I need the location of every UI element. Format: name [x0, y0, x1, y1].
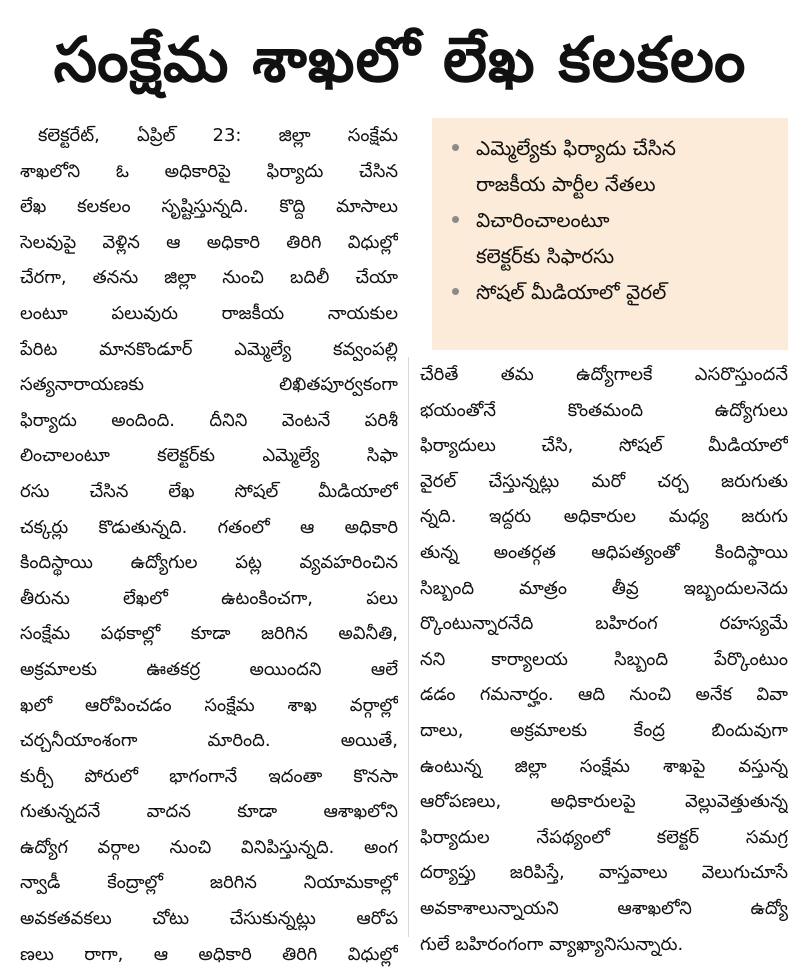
- body-line: చక్కర్లు కొడుతున్నది. గతంలో ఆ అధికారి: [20, 516, 398, 538]
- left-column: [20, 118, 398, 972]
- bullet-icon: [452, 144, 459, 151]
- highlight-line: ఎమ్మెల్యేకు ఫిర్యాదు చేసిన: [476, 136, 676, 160]
- body-line: ఆరోపణలు, అధికారులపై వెల్లువెత్తుతున్న: [420, 791, 788, 813]
- body-line: తున్న అంతర్గత ఆధిపత్యంతో కిందిస్థాయి: [420, 541, 788, 563]
- bullet-icon: [452, 288, 459, 295]
- body-line: ఫిర్యాదులు చేసి, సోషల్ మీడియాలో: [420, 435, 788, 457]
- body-line: సత్యనారాయణకు లిఖితపూర్వకంగా: [20, 374, 398, 396]
- body-line: గులే బహిరంగంగా వ్యాఖ్యానిసున్నారు.: [420, 933, 684, 955]
- body-line: లేఖ కలకలం సృష్టిస్తున్నది. కొద్ది మాసాలు: [20, 196, 398, 218]
- body-line: ర్కొంటున్నారనేది బహిరంగ రహస్యమే: [420, 613, 788, 635]
- body-line: ఫిర్యాదు అందింది. దీనిని వెంటనే పరిశీ: [20, 409, 398, 431]
- body-line: లంటూ పలువురు రాజకీయ నాయకుల: [20, 302, 398, 324]
- highlight-item: [432, 130, 788, 202]
- body-line: ఉద్యోగ వర్గాల నుంచి వినిపిస్తున్నది. అంగ: [20, 836, 398, 858]
- body-line: గుతున్నదనే వాదన కూడా ఆశాఖలోని: [20, 801, 398, 823]
- body-line: అవకతవకలు చోటు చేసుకున్నట్లు ఆరోప: [20, 908, 398, 930]
- highlight-line: విచారించాలంటూ: [476, 208, 610, 232]
- body-line: న్నది. ఇద్దరు అధికారుల మధ్య జరుగు: [420, 506, 788, 528]
- body-line: దర్యాప్తు జరిపిస్తే, వాస్తవాలు వెలుగుచూసే: [420, 862, 788, 884]
- right-column: [420, 357, 788, 962]
- column-divider: [408, 357, 409, 937]
- body-line: కుర్చీ పోరులో భాగంగానే ఇదంతా కొనసా: [20, 765, 398, 787]
- body-line: న్వాడీ కేంద్రాల్లో జరిగిన నియామకాల్లో: [20, 872, 398, 894]
- highlights-box: [432, 118, 788, 350]
- bullet-icon: [452, 216, 459, 223]
- body-line: కిందిస్థాయి ఉద్యోగుల పట్ల వ్యవహరించిన: [20, 552, 398, 574]
- body-line: ఉంటున్న జిల్లా సంక్షేమ శాఖపై వస్తున్న: [420, 755, 788, 777]
- body-line: లించాలంటూ కలెక్టర్‌కు ఎమ్మెల్యే సిఫా: [20, 445, 398, 467]
- highlights-list: [432, 118, 788, 310]
- highlight-item: [432, 202, 788, 274]
- body-line: చర్చనీయాంశంగా మారింది. అయితే,: [20, 730, 398, 752]
- body-line: చేరితే తమ ఉద్యోగాలకే ఎసరొస్తుందనే: [420, 364, 788, 385]
- headline: సంక్షేమ శాఖలో లేఖ కలకలం: [53, 23, 747, 96]
- body-line: దాలు, అక్రమాలకు కేంద్ర బిందువుగా: [420, 719, 788, 741]
- body-line: ణలు రాగా, ఆ అధికారి తిరిగి విధుల్లో: [20, 943, 398, 965]
- highlight-line: కలెక్టర్‌కు సిఫారసు: [476, 244, 615, 268]
- body-line: అవకాశాలున్నాయని ఆశాఖలోని ఉద్యో: [420, 897, 788, 919]
- body-line: డడం గమనార్హం. ఆది నుంచి అనేక వివా: [420, 684, 788, 706]
- body-line: సిబ్బంది మాత్రం తీవ్ర ఇబ్బందులనెదు: [420, 577, 788, 599]
- highlight-item: [432, 274, 788, 310]
- body-line: భయంతోనే కొంతమంది ఉద్యోగులు: [420, 399, 788, 421]
- body-line: అక్రమాలకు ఊతకర్ర అయిందని ఆలే: [20, 658, 398, 680]
- body-line: సంక్షేమ పథకాల్లో కూడా జరిగిన అవినీతి,: [20, 623, 398, 645]
- body-line: ఖలో ఆరోపించడం సంక్షేమ శాఖ వర్గాల్లో: [20, 694, 398, 716]
- body-line: ఫిర్యాదుల నేపథ్యంలో కలెక్టర్ సమగ్ర: [420, 826, 788, 848]
- body-line: చేరగా, తనను జిల్లా నుంచి బదిలీ చేయా: [20, 267, 398, 289]
- body-line: కలెక్టరేట్, ఏప్రిల్ 23: జిల్లా సంక్షేమ: [38, 125, 398, 146]
- body-line: వైరల్ చేస్తున్నట్లు మరో చర్చ జరుగుతు: [420, 470, 788, 492]
- body-line: నని కార్యాలయ సిబ్బంది పేర్కొంటుం: [420, 648, 788, 670]
- body-line: శాఖలోని ఓ అధికారిపై ఫిర్యాదు చేసిన: [20, 160, 398, 182]
- body-line: తీరును లేఖలో ఉటంకించగా, పలు: [20, 587, 398, 609]
- highlight-line: సోషల్ మీడియాలో వైరల్: [476, 280, 667, 304]
- body-line: పేరిట మానకొండూర్ ఎమ్మెల్యే కవ్వంపల్లి: [20, 338, 398, 360]
- highlight-line: రాజకీయ పార్టీల నేతలు: [476, 172, 656, 196]
- body-line: సెలవుపై వెళ్లిన ఆ అధికారి తిరిగి విధుల్లో: [20, 231, 398, 253]
- body-line: రసు చేసిన లేఖ సోషల్ మీడియాలో: [20, 480, 398, 502]
